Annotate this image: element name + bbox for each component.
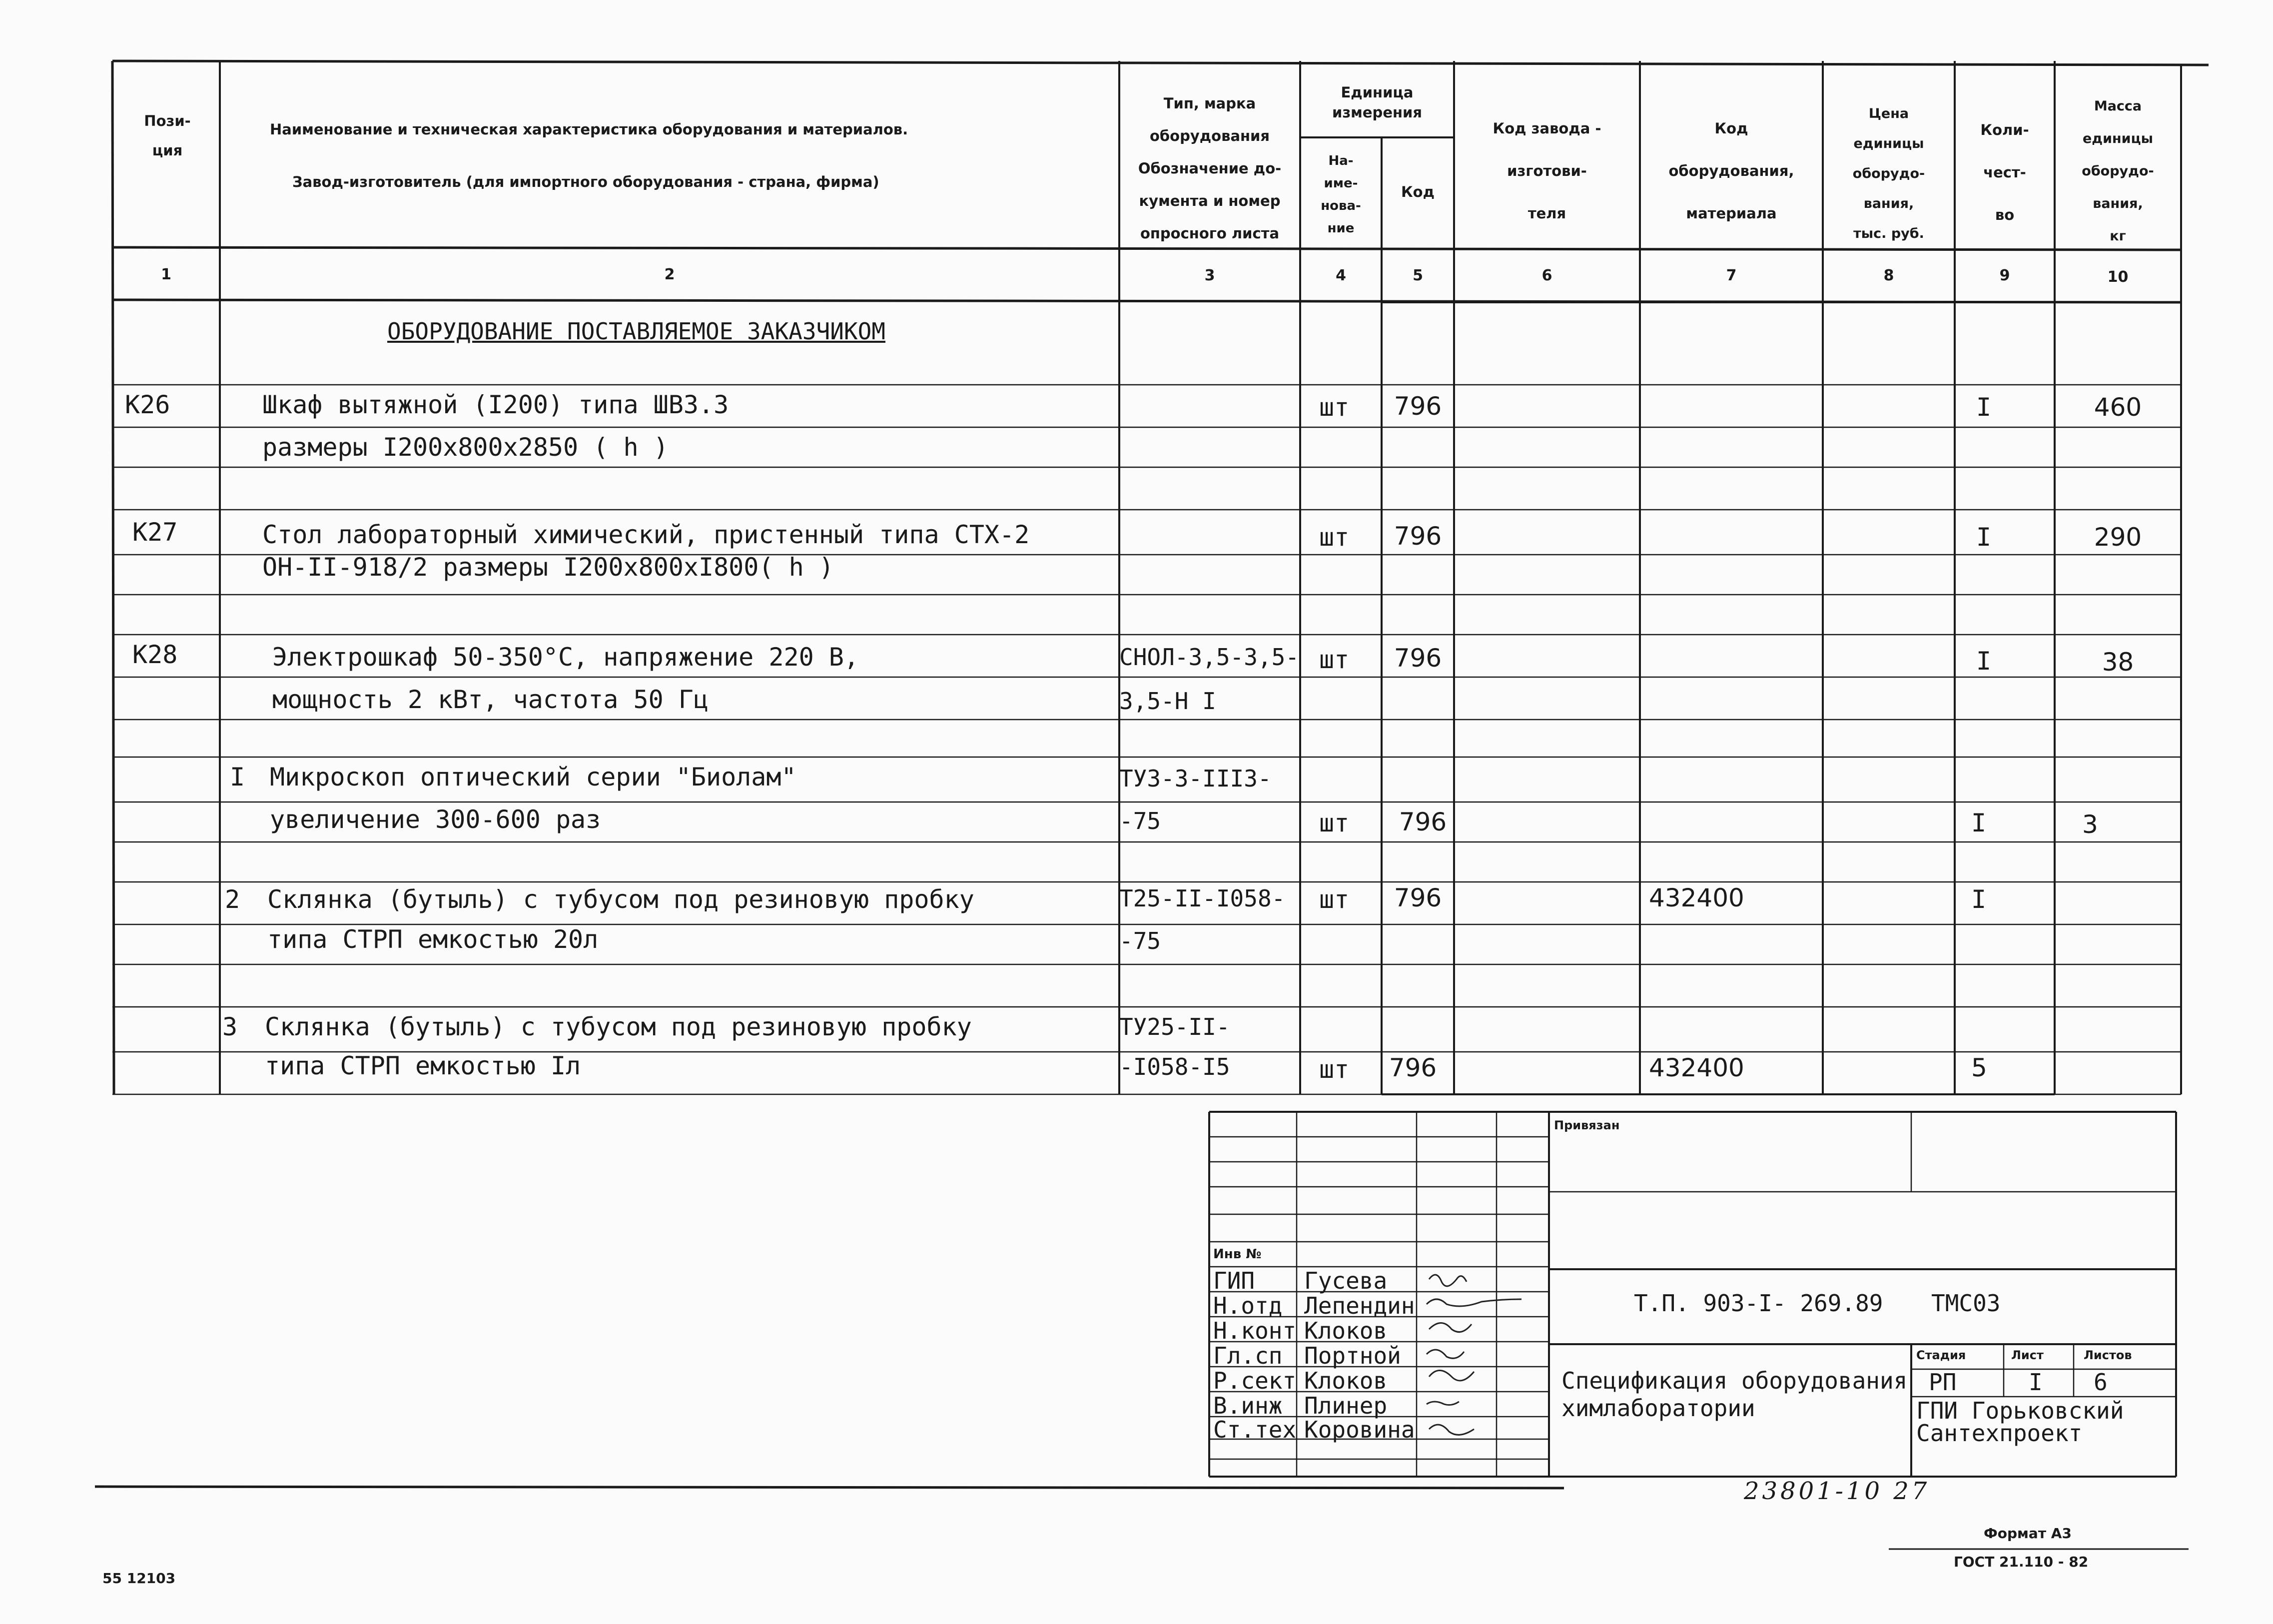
item-k28-name-line1: Электрошкаф 50-350°С, напряжение 220 В, [272,643,859,672]
role-n-kont: Н.конт [1213,1317,1297,1344]
sheets-value: 6 [2094,1369,2108,1396]
col-number-10: 10 [2107,268,2129,286]
item-k27-unit: шт [1319,523,1350,552]
item-k26-qty: I [1976,393,1992,422]
item-k26-code: 796 [1394,392,1442,421]
item-3-type-line2: -I058-I5 [1119,1053,1230,1080]
item-k28-mass: 38 [2102,648,2134,677]
item-k28-name-line2: мощность 2 кВт, частота 50 Гц [272,685,709,714]
item-k27-name-line1: Стол лабораторный химический, пристенный типа СТХ-2 [262,520,1030,549]
header-unit: Единица измерения [1332,84,1422,121]
designation: Т.П. 903-I- 269.89 [1634,1290,1883,1317]
header-maker-code: Код завода - изготови- теля [1493,120,1601,222]
item-3-qty: 5 [1971,1053,1987,1082]
name-korovina: Коровина [1304,1416,1415,1443]
signatures [1419,1267,1549,1467]
item-k28-code: 796 [1394,644,1442,673]
item-1-name-line2: увеличение 300-600 раз [270,805,601,834]
item-1-code: 796 [1399,808,1447,836]
col-number-4: 4 [1336,267,1346,284]
item-k26-name-line2: размеры I200х800х2850 ( h ) [262,433,669,462]
item-1-name-line1: Микроскоп оптический серии "Биолам" [270,763,796,792]
sheets-label: Листов [2084,1348,2132,1362]
doc-title-line1: Спецификация оборудования [1561,1367,1908,1394]
item-k27-qty: I [1976,523,1992,552]
item-3-name-line2: типа СТРП емкостью Iл [265,1051,581,1080]
item-3-type-line1: ТУ25-II- [1119,1013,1230,1040]
col-number-9: 9 [1999,267,2010,284]
item-2-type-line2: -75 [1119,927,1161,954]
name-klokov-2: Клоков [1304,1367,1388,1394]
format-label: Формат А3 [1984,1525,2072,1542]
header-unit-code: Код [1401,183,1435,200]
stamp-inv-label: Инв № [1213,1247,1262,1262]
item-k26-pos: К26 [125,390,170,419]
item-3-name-line1: Склянка (бутыль) с тубусом под резиновую пробку [265,1012,972,1041]
col-number-1: 1 [161,266,171,283]
gost-label: ГОСТ 21.110 - 82 [1954,1554,2089,1570]
col-number-3: 3 [1204,267,1215,284]
item-3-code: 796 [1389,1053,1437,1082]
stamp-linked-label: Привязан [1554,1118,1620,1132]
role-st-teh: Ст.тех [1213,1416,1297,1443]
item-2-code: 796 [1394,883,1442,912]
item-k28-qty: I [1976,647,1992,676]
item-1-qty: I [1971,809,1987,837]
item-3-sub: 3 [222,1012,238,1041]
header-equip-code: Код оборудования, материала [1668,120,1794,222]
org-line1: ГПИ Горьковский [1916,1397,2124,1424]
header-unit-name: На- име- нова- ние [1321,153,1361,236]
item-1-sub: I [230,763,245,792]
col-number-8: 8 [1883,267,1894,284]
role-v-inzh: В.инж [1213,1392,1283,1419]
item-2-qty: I [1971,885,1987,914]
item-2-equip-code: 432400 [1649,883,1744,912]
item-k28-type-line1: СНОЛ-3,5-3,5- [1119,644,1300,671]
doc-title-line2: химлаборатории [1561,1395,1755,1422]
item-1-mass: 3 [2082,810,2098,839]
org-line2: Сантехпроект [1916,1420,2083,1447]
sheet-value: I [2029,1369,2043,1396]
section-title: ОБОРУДОВАНИЕ ПОСТАВЛЯЕМОЕ ЗАКАЗЧИКОМ [387,318,885,345]
item-3-equip-code: 432400 [1649,1053,1744,1082]
corner-number: 55 12103 [102,1570,176,1587]
name-pliner: Плинер [1304,1392,1388,1419]
name-klokov-1: Клоков [1304,1317,1388,1344]
header-mass: Масса единицы оборудо- вания, кг [2082,98,2154,244]
item-2-type-line1: Т25-II-I058- [1119,885,1286,912]
item-1-type-line1: ТУЗ-3-III3- [1119,765,1272,792]
archive-number: 23801-10 27 [1744,1477,1930,1505]
item-k26-mass: 460 [2094,393,2142,422]
header-pos: Пози- ция [144,112,191,159]
item-2-sub: 2 [225,885,240,914]
item-k28-pos: К28 [132,640,178,669]
header-name-line1: Наименование и техническая характеристика оборудования и материалов. [270,121,908,138]
role-gip: ГИП [1213,1267,1255,1294]
header-qty: Коли- чест- во [1980,121,2029,223]
item-k27-name-line2: ОН-II-918/2 размеры I200х800хI800( h ) [262,553,834,582]
role-n-otd: Н.отд [1213,1292,1283,1319]
item-k27-pos: К27 [132,518,178,547]
item-k28-unit: шт [1319,645,1350,674]
item-1-type-line2: -75 [1119,808,1161,834]
drawing-mark: ТМС03 [1931,1290,2001,1317]
role-gl-sp: Гл.сп [1213,1342,1283,1369]
name-guseva: Гусева [1304,1267,1388,1294]
role-r-sekt: Р.сект [1213,1367,1297,1394]
item-k28-type-line2: 3,5-Н I [1119,688,1216,715]
sheet-label: Лист [2011,1348,2044,1362]
col-number-7: 7 [1726,267,1737,284]
item-k27-code: 796 [1394,522,1442,551]
item-k26-unit: шт [1319,393,1350,422]
header-type: Тип, марка оборудования Обозначение до- кумента и номер опросного листа [1138,95,1282,242]
item-k26-name-line1: Шкаф вытяжной (I200) типа ШВЗ.3 [262,390,729,419]
stage-value: РП [1929,1369,1957,1396]
item-k27-mass: 290 [2094,523,2142,552]
col-number-6: 6 [1541,267,1552,284]
item-2-name-line1: Склянка (бутыль) с тубусом под резиновую пробку [267,885,974,914]
item-2-name-line2: типа СТРП емкостью 20л [267,925,599,954]
item-1-unit: шт [1319,809,1350,837]
item-2-unit: шт [1319,885,1350,914]
name-portnoy: Портной [1304,1342,1401,1369]
col-number-5: 5 [1413,267,1423,284]
header-name-line2: Завод-изготовитель (для импортного оборудования - страна, фирма) [292,173,879,190]
header-price: Цена единицы оборудо- вания, тыс. руб. [1852,106,1925,241]
item-3-unit: шт [1319,1055,1350,1084]
col-number-2: 2 [664,266,675,283]
name-lependin: Лепендин [1304,1292,1415,1319]
stage-label: Стадия [1916,1348,1966,1362]
